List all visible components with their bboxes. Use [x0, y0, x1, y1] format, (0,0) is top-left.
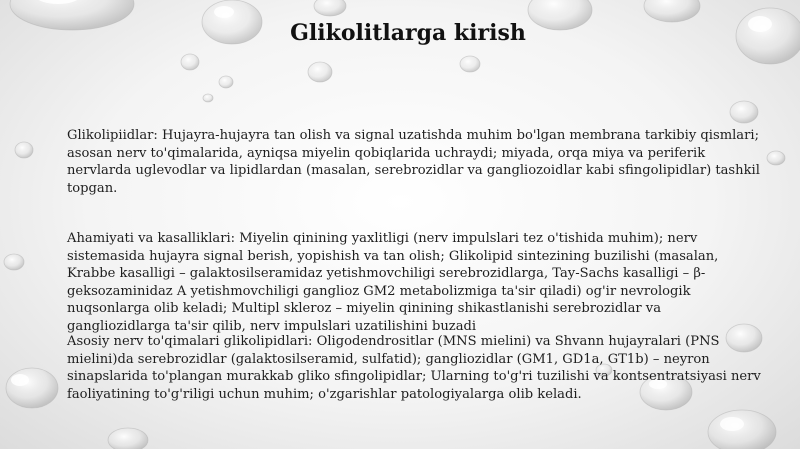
paragraph-glycolipids: Glikolipiidlar: Hujayra-hujayra tan olish va signal uzatishda muhim bo'lgan membrana tarkibiy qismlari; asosan nerv to'qimalarida, ayniqsa miyelin qobiqlarida uchraydi; miyada, orqa miya va periferik nervlarda uglevodlar va lipidlardan (masalan, serebrozidlar va gangliozoidlar kabi sfingolipidlar) tashkil topgan. [67, 128, 760, 196]
paragraph-importance-diseases: Ahamiyati va kasalliklari: Miyelin qinining yaxlitligi (nerv impulslari tez o'tishida muhim); nerv sistemasida hujayra signal berish, yopishish va tan olish; Glikolipid sintezining buzilishi (masalan, Krabbe kasalligi – galaktosilseramidaz yetishmovchiligi serebrozidlarga, Tay-Sachs kasalligi – β-geksozaminidaz A yetishmovchiligi ganglioz GM2 metabolizmiga ta'sir qiladi) og'ir nevrologik nuqsonlarga olib keladi; Multipl skleroz – miyelin qinining shikastlanishi serebrozidlar va gangliozidlarga ta'sir qilib, nerv impulslari uzatilishini buzadi [67, 231, 719, 334]
slide-title: Glikolitlarga kirish [290, 20, 526, 46]
paragraph-nerve-tissue-glycolipids: Asosiy nerv to'qimalari glikolipidlari: Oligodendrositlar (MNS mielini) va Shvann hujayralari (PNS mielini)da serebrozidlar (galaktosilseramid, sulfatid); gangliozidlar (GM1, GD1a, GT1b) – neyron sinapslarida to'plangan murakkab gliko sfingolipidlar; Ularning to'g'ri tuzilishi va kontsentratsiyasi nerv faoliyatining to'g'riligi uchun muhim; o'zgarishlar patologiyalarga olib keladi. [67, 334, 761, 402]
